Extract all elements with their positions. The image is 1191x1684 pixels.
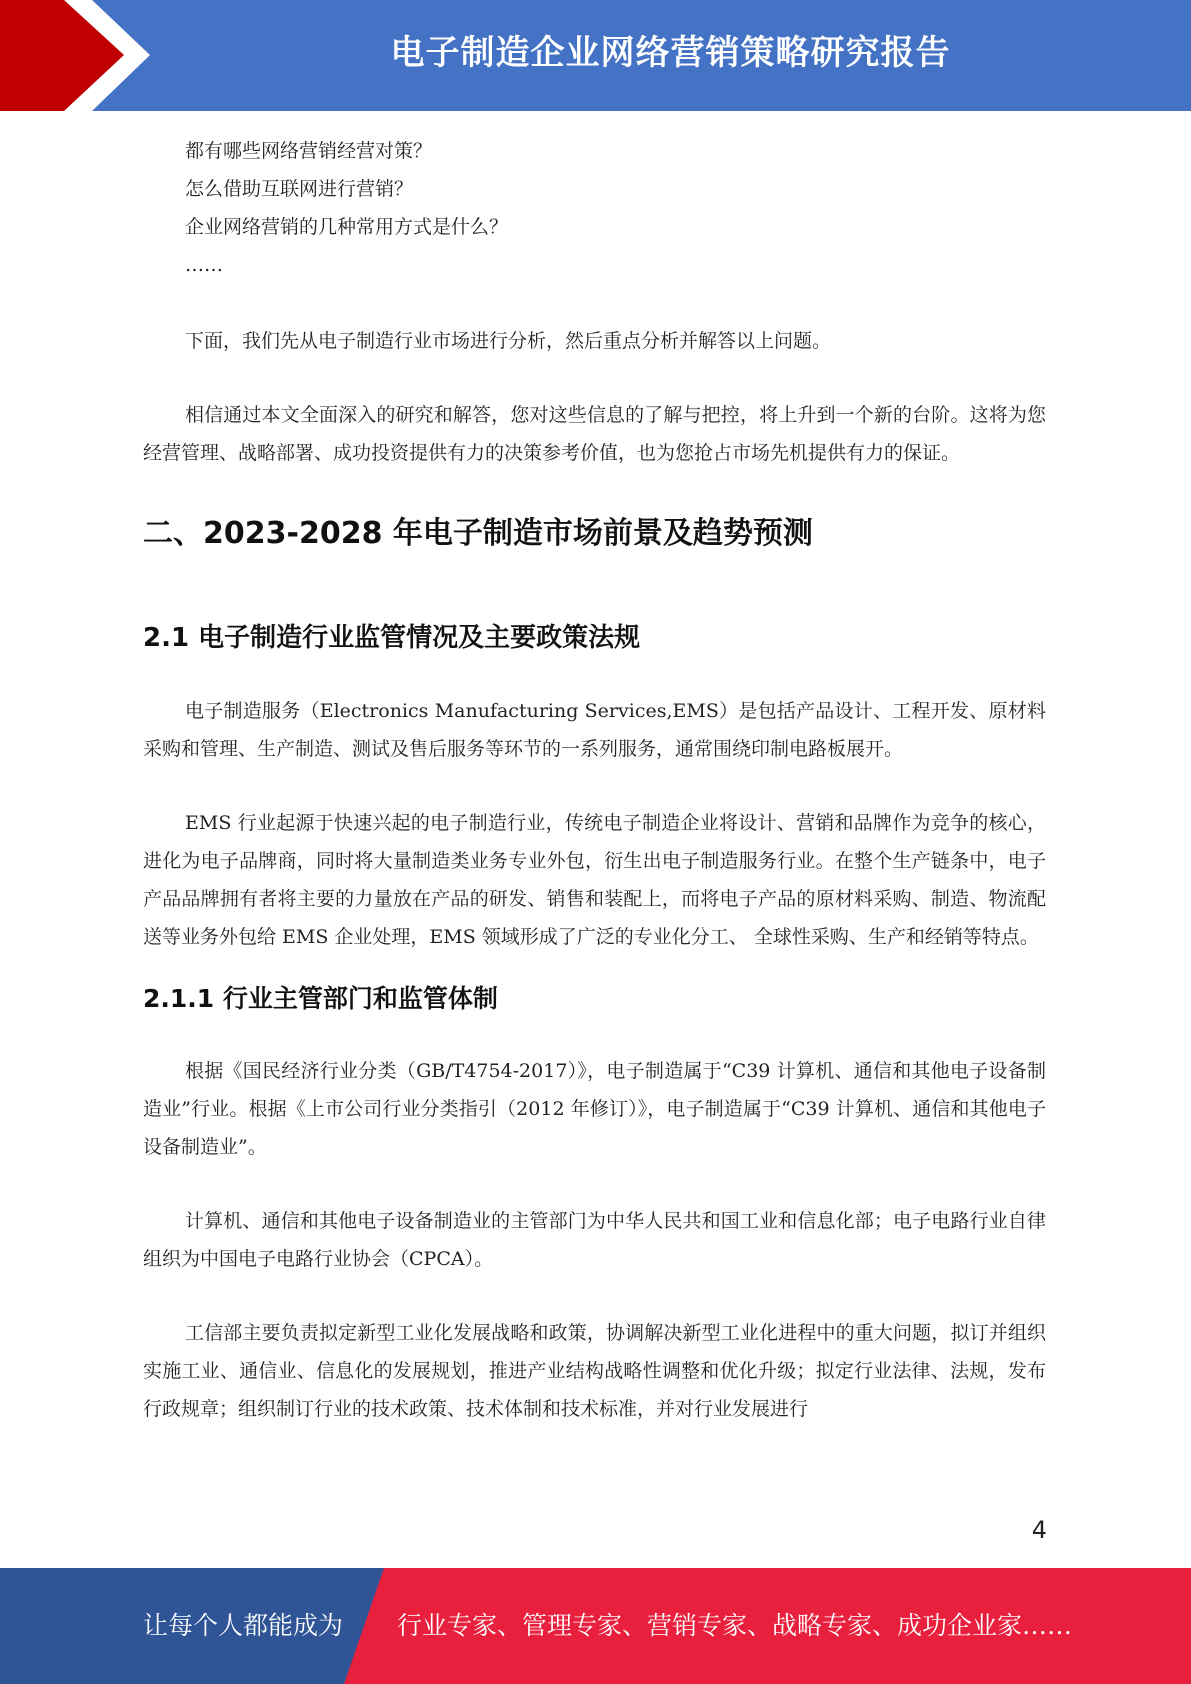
body-paragraph: 根据《国民经济行业分类（GB/T4754-2017）》，电子制造属于“C39 计算机、通信和其他电子设备制造业”行业。根据《上市公司行业分类指引（2012 年修订）》，电子制造属于“C39 计算机、通信和其他电子设备制造业”。 <box>143 1060 1046 1158</box>
intro-question: 怎么借助互联网进行营销？ <box>185 178 414 200</box>
intro-paragraph: 相信通过本文全面深入的研究和解答，您对这些信息的了解与把控，将上升到一个新的台阶。这将为您经营管理、战略部署、成功投资提供有力的决策参考价值，也为您抢占市场先机提供有力的保证。 <box>143 404 1046 464</box>
body-paragraph: EMS 行业起源于快速兴起的电子制造行业，传统电子制造企业将设计、营销和品牌作为竞争的核心，进化为电子品牌商，同时将大量制造类业务专业外包，衍生出电子制造服务行业。在整个生产链条中，电子产品品牌拥有者将主要的力量放在产品的研发、销售和装配上，而将电子产品的原材料采购、制造、物流配送等业务外包给 EMS 企业处理，EMS 领域形成了广泛的专业化分工、 全球性采购、生产和经销等特点。 <box>143 812 1046 948</box>
document-body <box>143 132 1046 1428</box>
intro-paragraph: 下面，我们先从电子制造行业市场进行分析，然后重点分析并解答以上问题。 <box>185 330 832 352</box>
body-paragraph: 电子制造服务（Electronics Manufacturing Services,EMS）是包括产品设计、工程开发、原材料采购和管理、生产制造、测试及售后服务等环节的一系列服务，通常围绕印制电路板展开。 <box>143 700 1046 760</box>
page-footer <box>0 1568 1191 1684</box>
footer-slogan-right: 行业专家、管理专家、营销专家、战略专家、成功企业家…… <box>397 1611 1073 1640</box>
page-header <box>0 0 1191 111</box>
subsection-heading: 2.1 电子制造行业监管情况及主要政策法规 <box>143 623 641 653</box>
report-title: 电子制造企业网络营销策略研究报告 <box>390 33 951 73</box>
section-heading: 二、2023-2028 年电子制造市场前景及趋势预测 <box>143 516 813 551</box>
header-arrow-icon <box>0 0 150 111</box>
intro-question: 都有哪些网络营销经营对策？ <box>185 140 433 162</box>
page-number: 4 <box>1031 1516 1047 1544</box>
body-paragraph: 计算机、通信和其他电子设备制造业的主管部门为中华人民共和国工业和信息化部；电子电路行业自律组织为中国电子电路行业协会（CPCA）。 <box>143 1210 1046 1270</box>
subsubsection-heading: 2.1.1 行业主管部门和监管体制 <box>143 984 498 1013</box>
body-paragraph: 工信部主要负责拟定新型工业化发展战略和政策，协调解决新型工业化进程中的重大问题，拟订并组织实施工业、通信业、信息化的发展规划，推进产业结构战略性调整和优化升级；拟定行业法律、法规，发布行政规章；组织制订行业的技术政策、技术体制和技术标准，并对行业发展进行 <box>143 1322 1046 1420</box>
intro-question: 企业网络营销的几种常用方式是什么？ <box>185 216 509 238</box>
intro-ellipsis: …… <box>185 254 223 276</box>
footer-slogan-left: 让每个人都能成为 <box>143 1611 344 1640</box>
